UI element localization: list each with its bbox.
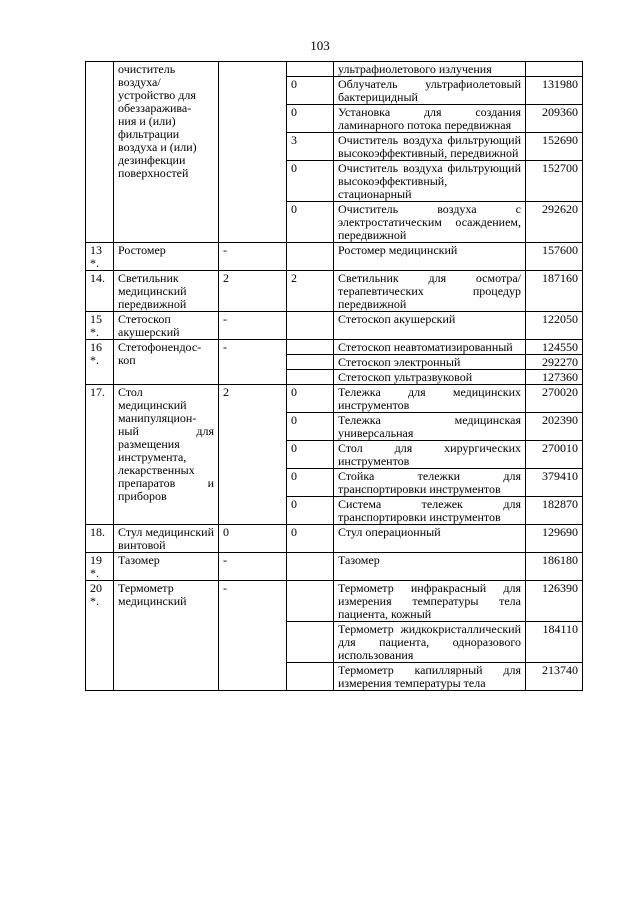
equipment-name: Ростомер [114, 243, 219, 271]
table-row [86, 581, 583, 622]
row-number: 17. [86, 385, 114, 525]
table-row [86, 553, 583, 581]
equipment-name: Светильник медицинский передвижной [114, 271, 219, 312]
equipment-qty: 2 [219, 271, 287, 312]
row-number: 15 *. [86, 312, 114, 340]
item-description: Стетоскоп электронный [334, 355, 526, 370]
item-description: Термометр инфракрасный для измерения температуры тела пациента, кожный [334, 581, 526, 622]
item-code: 0 [287, 77, 334, 105]
item-price: 124550 [526, 340, 583, 355]
item-code [287, 243, 334, 271]
item-price: 126390 [526, 581, 583, 622]
item-code: 2 [287, 271, 334, 312]
item-price [526, 62, 583, 77]
table-row [86, 385, 583, 413]
item-price: 270010 [526, 441, 583, 469]
item-description: Стол для хирургических инструментов [334, 441, 526, 469]
item-price: 131980 [526, 77, 583, 105]
equipment-qty: - [219, 243, 287, 271]
row-number: 20 *. [86, 581, 114, 691]
item-code [287, 312, 334, 340]
item-description: Тележка медицинская универсальная [334, 413, 526, 441]
item-description: Установка для создания ламинарного потока передвижная [334, 105, 526, 133]
item-code: 0 [287, 105, 334, 133]
item-description: Очиститель воздуха фильтрующий высокоэффективный, передвижной [334, 133, 526, 161]
item-description: Очиститель воздуха с электростатическим осаждением, передвижной [334, 202, 526, 243]
equipment-name: Стул медицинский винтовой [114, 525, 219, 553]
item-description: Тележка для медицинских инструментов [334, 385, 526, 413]
table-row [86, 243, 583, 271]
table-row [86, 271, 583, 312]
row-number: 18. [86, 525, 114, 553]
equipment-qty: 0 [219, 525, 287, 553]
item-description: Система тележек для транспортировки инструментов [334, 497, 526, 525]
item-price: 127360 [526, 370, 583, 385]
row-number [86, 62, 114, 243]
item-code [287, 622, 334, 663]
item-code [287, 370, 334, 385]
item-code: 0 [287, 469, 334, 497]
item-price: 129690 [526, 525, 583, 553]
table-row [86, 312, 583, 340]
item-description: Светильник для осмотра/терапевтических процедур передвижной [334, 271, 526, 312]
item-code: 0 [287, 525, 334, 553]
item-price: 184110 [526, 622, 583, 663]
item-description: Стул операционный [334, 525, 526, 553]
item-code [287, 663, 334, 691]
item-price: 379410 [526, 469, 583, 497]
item-description: Стетоскоп ультразвуковой [334, 370, 526, 385]
row-number: 14. [86, 271, 114, 312]
equipment-qty: - [219, 340, 287, 385]
item-description: Ростомер медицинский [334, 243, 526, 271]
row-number: 16 *. [86, 340, 114, 385]
item-description: Термометр капиллярный для измерения температуры тела [334, 663, 526, 691]
item-code [287, 355, 334, 370]
item-code [287, 553, 334, 581]
table-row [86, 62, 583, 77]
item-description: Облучатель ультрафиолетовый бактерицидный [334, 77, 526, 105]
item-price: 209360 [526, 105, 583, 133]
equipment-name: Стетофонендос- коп [114, 340, 219, 385]
item-description: ультрафиолетового излучения [334, 62, 526, 77]
item-code: 0 [287, 413, 334, 441]
item-price: 292270 [526, 355, 583, 370]
item-price: 122050 [526, 312, 583, 340]
table-row [86, 525, 583, 553]
item-price: 213740 [526, 663, 583, 691]
page-number: 103 [310, 38, 330, 53]
item-code: 0 [287, 161, 334, 202]
item-code: 0 [287, 441, 334, 469]
item-price: 157600 [526, 243, 583, 271]
item-code: 3 [287, 133, 334, 161]
equipment-qty: - [219, 581, 287, 691]
item-code [287, 62, 334, 77]
item-price: 292620 [526, 202, 583, 243]
equipment-qty: - [219, 553, 287, 581]
item-price: 152690 [526, 133, 583, 161]
item-price: 270020 [526, 385, 583, 413]
equipment-name: очиститель воздуха/ устройство для обеззаражива- ния и (или) фильтрации воздуха и (или) дезинфекции поверхностей [114, 62, 219, 243]
equipment-table [85, 61, 583, 691]
equipment-name: Термометр медицинский [114, 581, 219, 691]
item-description: Стойка тележки для транспортировки инструментов [334, 469, 526, 497]
item-price: 202390 [526, 413, 583, 441]
item-description: Термометр жидкокристаллический для пациента, одноразового использования [334, 622, 526, 663]
equipment-name: Стол медицинский манипуляцион- ный для размещения инструмента, лекарственных препаратов и приборов [114, 385, 219, 525]
equipment-qty: 2 [219, 385, 287, 525]
item-code: 0 [287, 385, 334, 413]
equipment-qty [219, 62, 287, 243]
item-description: Стетоскоп акушерский [334, 312, 526, 340]
equipment-qty: - [219, 312, 287, 340]
item-price: 187160 [526, 271, 583, 312]
equipment-name: Стетоскоп акушерский [114, 312, 219, 340]
equipment-name: Тазомер [114, 553, 219, 581]
item-code [287, 581, 334, 622]
item-code: 0 [287, 202, 334, 243]
row-number: 19 *. [86, 553, 114, 581]
table-row [86, 340, 583, 355]
item-price: 186180 [526, 553, 583, 581]
item-price: 182870 [526, 497, 583, 525]
item-price: 152700 [526, 161, 583, 202]
item-code: 0 [287, 497, 334, 525]
item-description: Тазомер [334, 553, 526, 581]
item-description: Очиститель воздуха фильтрующий высокоэффективный, стационарный [334, 161, 526, 202]
item-code [287, 340, 334, 355]
item-description: Стетоскоп неавтоматизированный [334, 340, 526, 355]
row-number: 13 *. [86, 243, 114, 271]
